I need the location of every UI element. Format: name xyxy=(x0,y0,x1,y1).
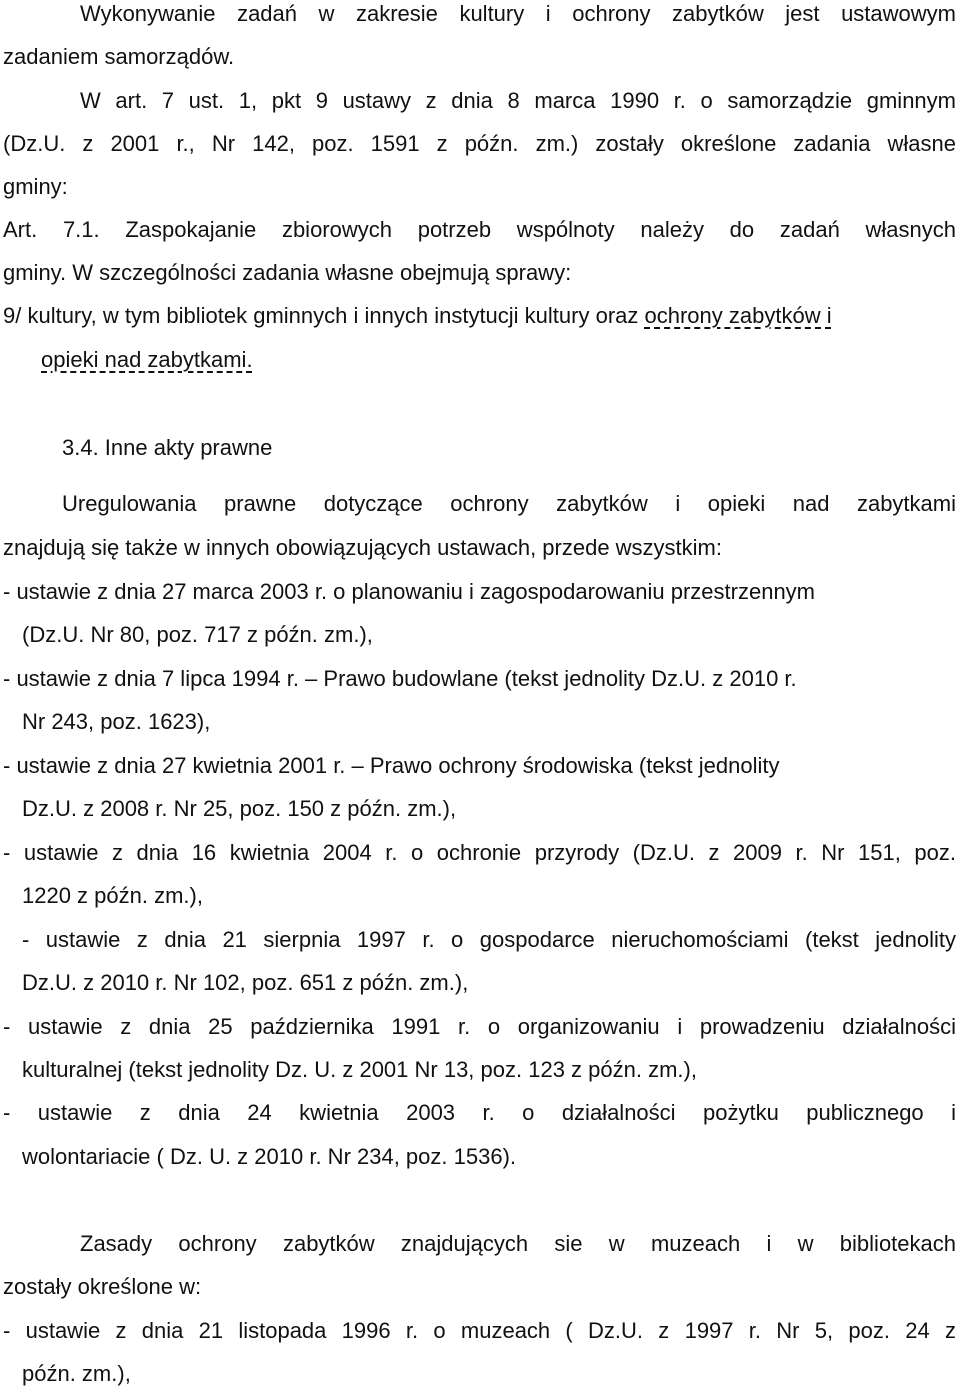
list-item-continuation: 1220 z późn. zm.), xyxy=(22,883,203,908)
intro-line: zadaniem samorządów. xyxy=(3,44,235,69)
list-item: - ustawie z dnia 7 lipca 1994 r. – Prawo budowlane (tekst jednolity Dz.U. z 2010 r. xyxy=(3,666,797,691)
list-item: - ustawie z dnia 21 listopada 1996 r. o muzeach ( Dz.U. z 1997 r. Nr 5, poz. 24 z xyxy=(3,1318,956,1343)
article-item-line xyxy=(3,302,960,330)
list-item-continuation: Dz.U. z 2010 r. Nr 102, poz. 651 z późn. zm.), xyxy=(22,970,469,995)
list-item: - ustawie z dnia 24 kwietnia 2003 r. o działalności pożytku publicznego i xyxy=(3,1100,956,1125)
list-item: - ustawie z dnia 25 października 1991 r. o organizowaniu i prowadzeniu działalności xyxy=(3,1014,956,1039)
intro-line: Wykonywanie zadań w zakresie kultury i ochrony zabytków jest ustawowym xyxy=(80,1,956,26)
list-item: - ustawie z dnia 16 kwietnia 2004 r. o ochronie przyrody (Dz.U. z 2009 r. Nr 151, poz. xyxy=(3,840,956,865)
paragraph-line: znajdują się także w innych obowiązujących ustawach, przede wszystkim: xyxy=(3,535,722,560)
intro-line: W art. 7 ust. 1, pkt 9 ustawy z dnia 8 marca 1990 r. o samorządzie gminnym xyxy=(80,88,956,113)
list-item-continuation: późn. zm.), xyxy=(22,1361,131,1386)
paragraph-line: Zasady ochrony zabytków znajdujących sie w muzeach i w bibliotekach xyxy=(80,1231,956,1256)
list-item-continuation: (Dz.U. Nr 80, poz. 717 z późn. zm.), xyxy=(22,622,373,647)
article-line: gminy. W szczególności zadania własne obejmują sprawy: xyxy=(3,260,572,285)
list-item: - ustawie z dnia 27 kwietnia 2001 r. – Prawo ochrony środowiska (tekst jednolity xyxy=(3,753,780,778)
intro-line: (Dz.U. z 2001 r., Nr 142, poz. 1591 z późn. zm.) zostały określone zadania własne xyxy=(3,131,956,156)
list-item: - ustawie z dnia 27 marca 2003 r. o planowaniu i zagospodarowaniu przestrzennym xyxy=(3,579,816,604)
dashed-underlined-text: opieki nad zabytkami. xyxy=(41,347,253,372)
list-item: - ustawie z dnia 21 sierpnia 1997 r. o gospodarce nieruchomościami (tekst jednolity xyxy=(22,927,956,952)
intro-line: gminy: xyxy=(3,174,68,199)
paragraph-line: Uregulowania prawne dotyczące ochrony zabytków i opieki nad zabytkami xyxy=(62,491,956,516)
article-item-text: 9/ kultury, w tym bibliotek gminnych i innych instytucji kultury oraz xyxy=(3,303,645,328)
list-item-continuation: Dz.U. z 2008 r. Nr 25, poz. 150 z późn. zm.), xyxy=(22,796,457,821)
list-item-continuation: wolontariacie ( Dz. U. z 2010 r. Nr 234, poz. 1536). xyxy=(22,1144,517,1169)
list-item-continuation: Nr 243, poz. 1623), xyxy=(22,709,211,734)
dashed-underlined-text: ochrony zabytków i xyxy=(644,303,832,328)
list-item-continuation: kulturalnej (tekst jednolity Dz. U. z 2001 Nr 13, poz. 123 z późn. zm.), xyxy=(22,1057,697,1082)
section-heading: 3.4. Inne akty prawne xyxy=(62,435,273,460)
paragraph-line: zostały określone w: xyxy=(3,1274,202,1299)
article-line: Art. 7.1. Zaspokajanie zbiorowych potrzeb wspólnoty należy do zadań własnych xyxy=(3,217,956,242)
